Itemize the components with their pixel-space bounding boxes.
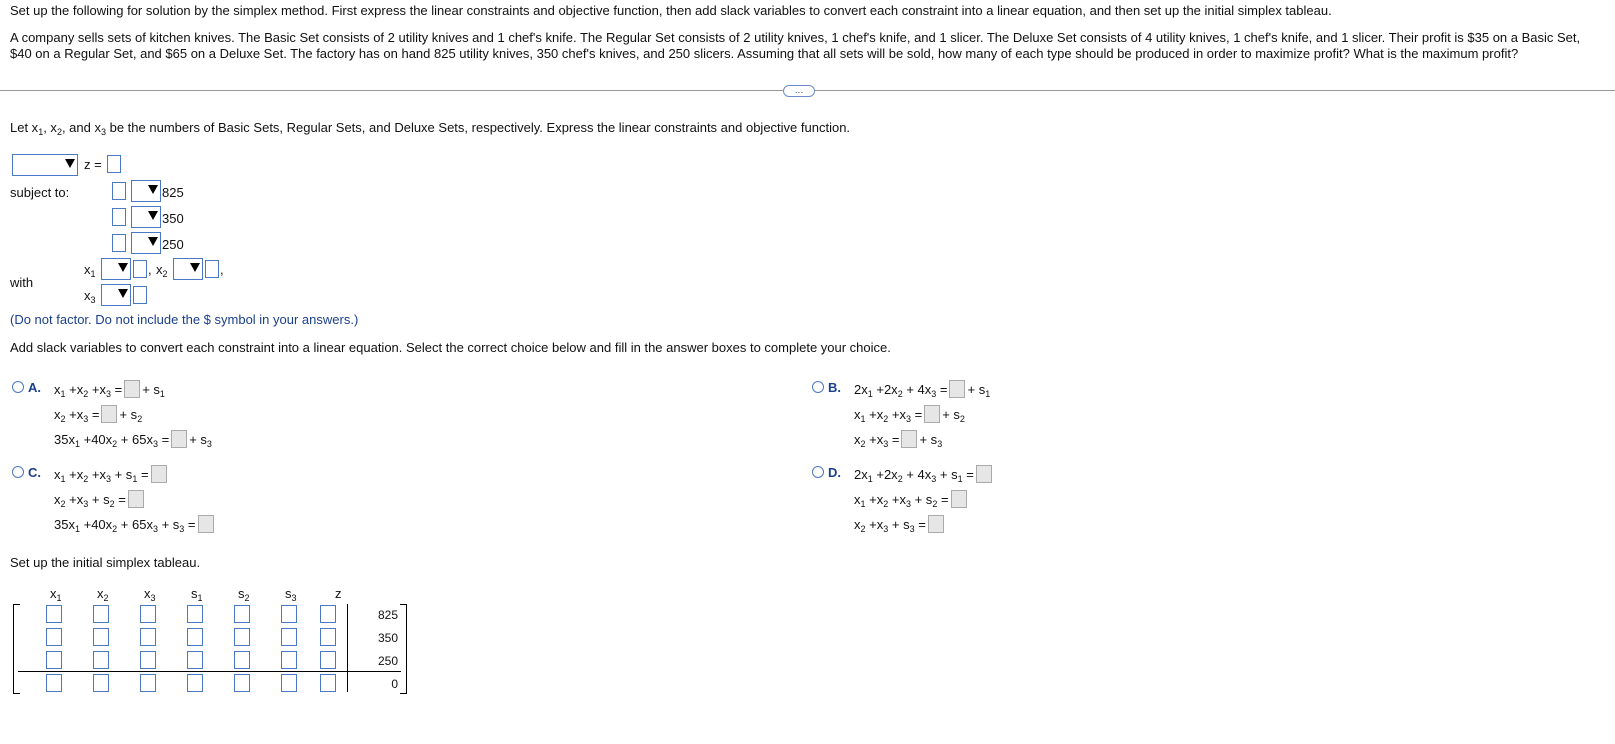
problem-text-line2: $40 on a Regular Set, and $65 on a Deluxe Set. The factory has on hand 825 utility knives, 350 chef's knives, and 250 slicers. Assuming that all sets will be sold, how many of each type should be produced in order to maximize profit? What is the maximum profit? xyxy=(10,46,1519,61)
constraint-1-lhs-input[interactable] xyxy=(112,182,126,200)
choice-b-eq3: $x_2 +x_3$ = + $s_3$ xyxy=(854,432,943,449)
constraint-2-lhs-input[interactable] xyxy=(112,208,126,226)
objective-input[interactable] xyxy=(107,155,121,173)
choice-b-eq1-input[interactable] xyxy=(949,380,965,398)
choice-a-eq3: $35x_1 +40x_2 + 65x_3$ = + $s_3$ xyxy=(54,432,212,449)
tableau-cell-r3-c2[interactable] xyxy=(93,651,109,669)
chevron-down-icon xyxy=(148,185,158,194)
tableau-cell-r3-c1[interactable] xyxy=(46,651,62,669)
choice-c-eq3: $35x_1 +40x_2 + 65x_3 + s_3$ = xyxy=(54,515,216,534)
tableau-cell-r4-c5[interactable] xyxy=(234,674,250,692)
comma-1: , xyxy=(148,262,152,277)
tableau-cell-r2-c7[interactable] xyxy=(320,628,336,646)
choice-b-eq2: $x_1 +x_2 +x_3$ = + $s_2$ xyxy=(854,407,965,424)
tableau-cell-r4-c1[interactable] xyxy=(46,674,62,692)
tableau-cell-r4-c6[interactable] xyxy=(281,674,297,692)
radio-icon xyxy=(812,466,824,478)
tableau-cell-r2-c2[interactable] xyxy=(93,628,109,646)
chevron-down-icon xyxy=(190,263,200,272)
choice-d-eq1: $2x_1 +2x_2 + 4x_3 + s_1$ = xyxy=(854,465,994,484)
radio-icon xyxy=(12,381,24,393)
tableau-cell-r1-c1[interactable] xyxy=(46,605,62,623)
tableau-header-s1: $s_1$ xyxy=(191,586,203,603)
tableau-header-x3: $x_3$ xyxy=(144,586,156,603)
choice-b-radio[interactable]: B. xyxy=(812,380,841,395)
constraint-3-rhs: 250 xyxy=(162,237,184,252)
tableau-header-s3: $s_3$ xyxy=(285,586,297,603)
choice-d-eq2-input[interactable] xyxy=(951,490,967,508)
right-bracket xyxy=(400,604,407,694)
chevron-down-icon xyxy=(118,263,128,272)
choice-c-eq2: $x_2 +x_3 + s_2$ = xyxy=(54,490,146,509)
x2-relation-dropdown[interactable] xyxy=(173,258,203,280)
x1-bound-input[interactable] xyxy=(133,260,147,278)
chevron-down-icon xyxy=(65,159,75,168)
constraint-3-relation-dropdown[interactable] xyxy=(131,232,161,254)
constraint-1-rhs: 825 xyxy=(162,185,184,200)
tableau-cell-r2-c6[interactable] xyxy=(281,628,297,646)
choice-c-eq3-input[interactable] xyxy=(198,515,214,533)
augment-divider xyxy=(347,604,348,692)
tableau-prompt: Set up the initial simplex tableau. xyxy=(10,555,201,570)
constraint-2-relation-dropdown[interactable] xyxy=(131,206,161,228)
tableau-cell-r3-c5[interactable] xyxy=(234,651,250,669)
tableau-header-x1: $x_1$ xyxy=(50,586,62,603)
constraint-2-rhs: 350 xyxy=(162,211,184,226)
problem-text-line1: A company sells sets of kitchen knives. The Basic Set consists of 2 utility knives and 1 chef's knife. The Regular Set consists of 2 utility knives, 1 chef's knife, and 1 slicer. The Deluxe Set consists of 4 utility knives, 1 chef's knife, and 1 slicer. Their profit is $35 on a Basic Set, xyxy=(10,30,1581,45)
choice-a-eq2-input[interactable] xyxy=(101,405,117,423)
radio-icon xyxy=(12,466,24,478)
tableau-cell-r2-c4[interactable] xyxy=(187,628,203,646)
x3-relation-dropdown[interactable] xyxy=(101,284,131,306)
choice-b-eq2-input[interactable] xyxy=(924,405,940,423)
tableau-header-s2: $s_2$ xyxy=(238,586,250,603)
tableau-rhs-3: 250 xyxy=(377,654,398,668)
tableau-cell-r1-c7[interactable] xyxy=(320,605,336,623)
x1-relation-dropdown[interactable] xyxy=(101,258,131,280)
choice-b-eq3-input[interactable] xyxy=(901,430,917,448)
tableau-header-z: z xyxy=(335,586,342,601)
tableau-cell-r1-c3[interactable] xyxy=(140,605,156,623)
choice-d-radio[interactable]: D. xyxy=(812,465,841,480)
tableau-cell-r3-c4[interactable] xyxy=(187,651,203,669)
choice-d-eq3-input[interactable] xyxy=(928,515,944,533)
answer-note: (Do not factor. Do not include the $ symbol in your answers.) xyxy=(10,312,359,327)
expand-more-button[interactable]: … xyxy=(783,85,815,97)
slack-prompt: Add slack variables to convert each constraint into a linear equation. Select the correct choice below and fill in the answer boxes to complete your choice. xyxy=(10,340,891,355)
choice-a-eq1-input[interactable] xyxy=(124,380,140,398)
choice-c-radio[interactable]: C. xyxy=(12,465,41,480)
x3-label: $x_3$ xyxy=(84,288,96,305)
tableau-cell-r1-c2[interactable] xyxy=(93,605,109,623)
tableau-cell-r1-c6[interactable] xyxy=(281,605,297,623)
tableau-cell-r4-c3[interactable] xyxy=(140,674,156,692)
tableau-cell-r2-c1[interactable] xyxy=(46,628,62,646)
tableau-cell-r4-c7[interactable] xyxy=(320,674,336,692)
choice-c-eq2-input[interactable] xyxy=(128,490,144,508)
choice-b-eq1: $2x_1 +2x_2 + 4x_3$ = + $s_1$ xyxy=(854,382,991,399)
subject-to-label: subject to: xyxy=(10,185,70,200)
chevron-down-icon xyxy=(148,237,158,246)
chevron-down-icon xyxy=(118,289,128,298)
radio-icon xyxy=(812,381,824,393)
objective-type-dropdown[interactable] xyxy=(12,154,78,176)
tableau-cell-r4-c4[interactable] xyxy=(187,674,203,692)
chevron-down-icon xyxy=(148,211,158,220)
instruction-text: Set up the following for solution by the simplex method. First express the linear constraints and objective function, then add slack variables to convert each constraint into a linear equation, and then set up the initial simplex tableau. xyxy=(10,3,1332,18)
comma-2: , xyxy=(220,262,224,277)
choice-d-eq1-input[interactable] xyxy=(976,465,992,483)
tableau-cell-r1-c5[interactable] xyxy=(234,605,250,623)
choice-a-eq2: $x_2 +x_3$ = + $s_2$ xyxy=(54,407,143,424)
with-label: with xyxy=(10,275,34,290)
choice-d-eq2: $x_1 +x_2 +x_3 + s_2$ = xyxy=(854,490,969,509)
constraint-1-relation-dropdown[interactable] xyxy=(131,180,161,202)
choice-a-eq3-input[interactable] xyxy=(171,430,187,448)
tableau-cell-r2-c5[interactable] xyxy=(234,628,250,646)
tableau-cell-r2-c3[interactable] xyxy=(140,628,156,646)
z-label: z = xyxy=(84,157,102,172)
x3-bound-input[interactable] xyxy=(133,286,147,304)
choice-c-eq1: $x_1 +x_2 +x_3 + s_1$ = xyxy=(54,465,169,484)
objective-row-divider xyxy=(18,671,401,672)
tableau-cell-r3-c6[interactable] xyxy=(281,651,297,669)
tableau-rhs-2: 350 xyxy=(377,631,398,645)
choice-c-eq1-input[interactable] xyxy=(151,465,167,483)
tableau-cell-r3-c7[interactable] xyxy=(320,651,336,669)
constraint-3-lhs-input[interactable] xyxy=(112,234,126,252)
tableau-header-x2: $x_2$ xyxy=(97,586,109,603)
x2-bound-input[interactable] xyxy=(205,260,219,278)
tableau-rhs-1: 825 xyxy=(377,608,398,622)
tableau-rhs-4: 0 xyxy=(391,677,398,691)
choice-a-radio[interactable]: A. xyxy=(12,380,41,395)
tableau-cell-r4-c2[interactable] xyxy=(93,674,109,692)
tableau-cell-r1-c4[interactable] xyxy=(187,605,203,623)
x2-label: $x_2$ xyxy=(156,262,168,279)
left-bracket xyxy=(13,604,20,694)
tableau-cell-r3-c3[interactable] xyxy=(140,651,156,669)
choice-d-eq3: $x_2 +x_3 + s_3$ = xyxy=(854,515,946,534)
let-statement: Let $x_1$, $x_2$, and $x_3$ be the numbers of Basic Sets, Regular Sets, and Deluxe Sets, respectively. Express the linear constraints and objective function. xyxy=(10,120,851,137)
x1-label: $x_1$ xyxy=(84,262,96,279)
choice-a-eq1: $x_1 +x_2 +x_3$ = + $s_1$ xyxy=(54,382,165,399)
